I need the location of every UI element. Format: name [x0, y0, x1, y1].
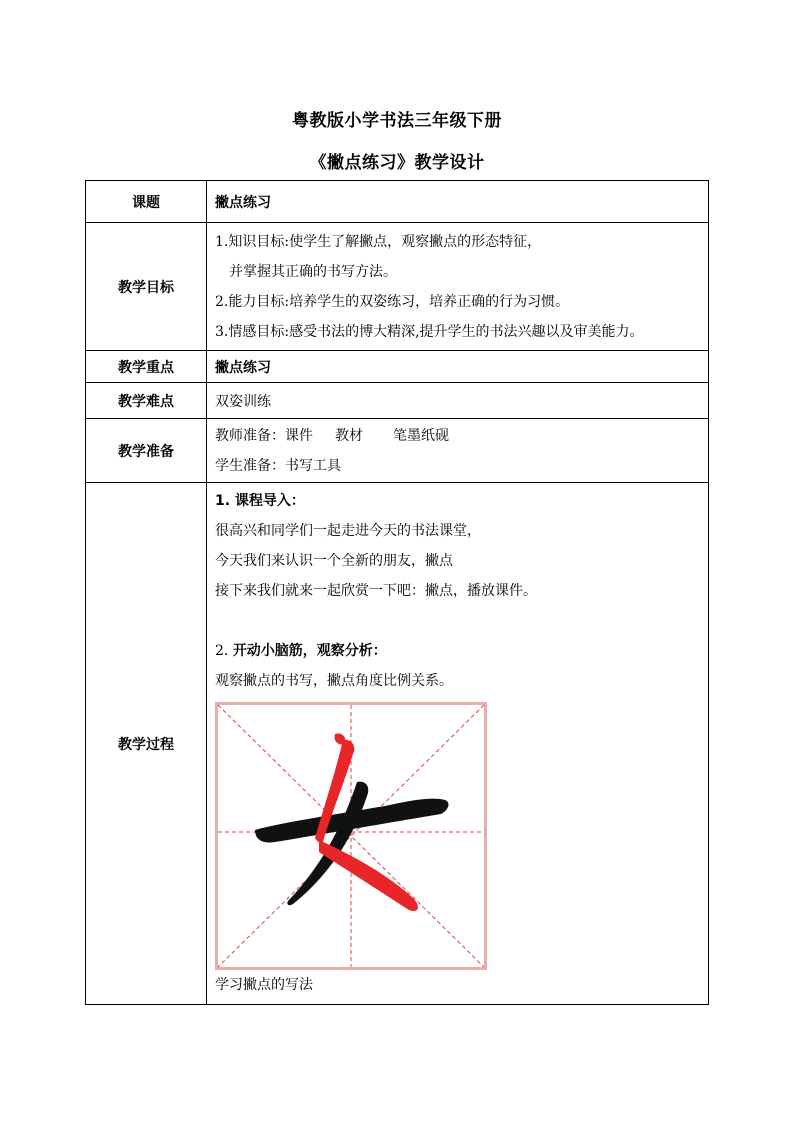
prep-teacher: [215, 421, 700, 451]
step1-title: 1. 课程导入：: [215, 493, 305, 509]
goal-2: 2.能力目标:培养学生的双姿练习，培养正确的行为习惯。: [215, 293, 570, 310]
step2-line: 观察撇点的书写，撇点角度比例关系。: [215, 673, 453, 689]
document-title: 粤教版小学书法三年级下册: [292, 111, 502, 131]
document-subtitle: 《撇点练习》教学设计: [309, 153, 485, 173]
process-label: 教学过程: [86, 483, 207, 1005]
step2-title: [215, 636, 700, 666]
row-prep: [86, 419, 709, 483]
row-process: [86, 483, 709, 1005]
goals-label: 教学目标: [86, 223, 207, 351]
calligraphy-grid: [215, 702, 487, 970]
topic-label: 课题: [86, 181, 207, 223]
step1-line-2: 今天我们来认识一个全新的朋友，撇点: [215, 553, 453, 569]
step2-number: 2.: [215, 643, 233, 659]
prep-item-brush-ink: 笔墨纸砚: [393, 427, 449, 444]
prep-label: 教学准备: [86, 419, 207, 483]
prep-teacher-prefix: 教师准备：: [215, 427, 285, 444]
goal-1-cont: 并掌握其正确的书写方法。: [229, 263, 397, 280]
row-topic: [86, 181, 709, 223]
prep-cell: [207, 419, 709, 483]
focus-value: 撇点练习: [207, 351, 709, 383]
row-focus: [86, 351, 709, 383]
difficulty-value: 双姿训练: [207, 383, 709, 419]
row-difficulty: [86, 383, 709, 419]
prep-student: 学生准备：书写工具: [215, 457, 341, 474]
goal-3: 3.情感目标:感受书法的博大精深,提升学生的书法兴趣以及审美能力。: [215, 323, 644, 340]
goals-cell: [207, 223, 709, 351]
focus-label: 教学重点: [86, 351, 207, 383]
prep-item-textbook: 教材: [335, 427, 363, 444]
lesson-plan-table: [85, 180, 709, 1005]
goal-1: 1.知识目标:使学生了解撇点，观察撇点的形态特征，: [215, 233, 542, 250]
difficulty-label: 教学难点: [86, 383, 207, 419]
topic-value: 撇点练习: [207, 181, 709, 223]
step1-line-3: 接下来我们就来一起欣赏一下吧：撇点，播放课件。: [215, 583, 537, 599]
step2-title-text: 开动小脑筋，观察分析：: [232, 643, 387, 659]
step1-line-1: 很高兴和同学们一起走进今天的书法课堂，: [215, 523, 481, 539]
row-goals: [86, 223, 709, 351]
process-cell: [207, 483, 709, 1005]
prep-item-courseware: 课件: [285, 427, 313, 444]
caption: 学习撇点的写法: [215, 977, 313, 993]
calligraphy-grid-svg: [215, 702, 487, 970]
